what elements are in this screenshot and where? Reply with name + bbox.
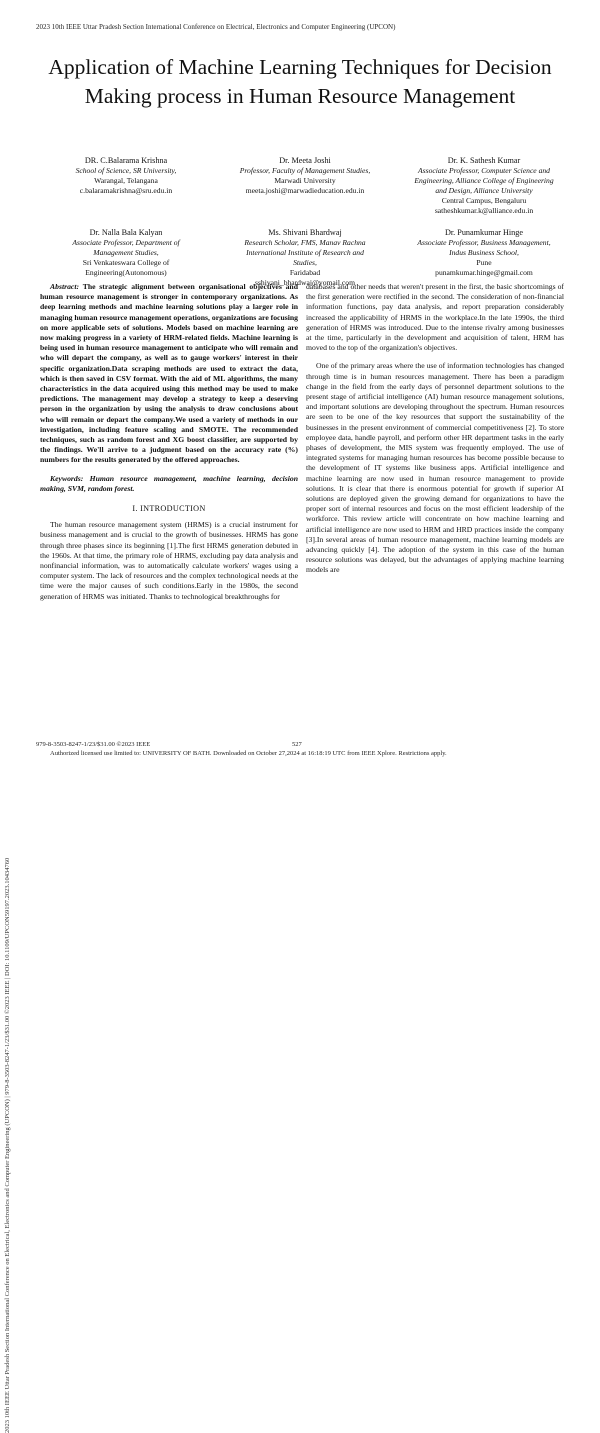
author-affiliation: School of Science, SR University, (75, 166, 177, 175)
paper-title: Application of Machine Learning Techniques for Decision Making process in Human Resource Management (48, 55, 552, 108)
author-affiliation: International Institute of Research and (246, 248, 364, 257)
author-block (38, 156, 572, 300)
author (38, 228, 214, 288)
author (396, 228, 572, 288)
author-location: Sri Venkateswara College of (82, 258, 170, 267)
side-strip (4, 40, 16, 1433)
right-column (306, 282, 564, 584)
author-affiliation: Studies, (293, 258, 317, 267)
author-email: meeta.joshi@marwadieducation.edu.in (245, 186, 365, 195)
author-email: sshivani_bhardwaj@yomail.com (255, 278, 355, 287)
footer-isbn: 979-8-3503-8247-1/23/$31.00 ©2023 IEEE (36, 741, 151, 748)
author (396, 156, 572, 216)
footer-authorized: Authorized licensed use limited to: UNIVERSITY OF BATH. Downloaded on October 27,2024 at 16:18:19 UTC from IEEE Xplore. Restrictions apply. (50, 750, 447, 757)
author-affiliation: Management Studies, (93, 248, 159, 257)
abstract (40, 282, 298, 466)
conference-header: 2023 10th IEEE Uttar Pradesh Section International Conference on Electrical, Electronics and Computer Engineering (UPCON) (36, 23, 396, 31)
page-number: 527 (292, 741, 302, 748)
author-email: satheshkumar.k@alliance.edu.in (434, 206, 534, 215)
author-affiliation: Engineering, Alliance College of Engineering (414, 176, 554, 185)
intro-paragraph: The human resource management system (HRMS) is a crucial instrument for business management and is crucial to the growth of businesses. HRMS has gone through three phases since its beginning [1].The first HRMS generation debuted in the 1960s. At that time, the primary role of HRMS, excluding pay data analysis and nonfinancial information, was to automatically calculate workers' wages using a computer system. The lack of resources and the complex technological needs at the time were the major causes of such conditions.Early in the 1980s, the second generation of HRMS was initiated. Thanks to technological breakthroughs for (40, 520, 298, 601)
paragraph: One of the primary areas where the use of information technologies has changed through time is in human resources management. There has been a paradigm change in the field from the early days of personnel department solutions to the present stage of artificial intelligence (AI) human resource management solutions, and important solutions are developing throughout the spectrum. Human resources are seen to be one of the key resources that support the sustainability of the businesses in the present environment of commercial competitiveness [2]. To store employee data, handle payroll, and perform other HR department tasks in the early phases of development, the MIS system was frequently employed. The use of integrated systems for managing human resources has become possible because to the development of IT systems like business apps. Artificial intelligence and machine learning are now used in human resource management to provide solutions. It is clear that there is enormous potential for growth if superior AI solutions are deployed given the growing demand for organizations to have the proper sort of internal resources and focus on the most efficient leadership of the workforce. This review article will concentrate on how machine learning and artificial intelligence are now used to HRM and HRD practices inside the company [3].In several areas of human resource management, machine learning models are advancing quickly [4]. The adoption of the system in this case of the human resource solutions was delayed, but the advantages of applying machine learning models are (306, 361, 564, 575)
author-location: Engineering(Autonomous) (85, 268, 167, 277)
author-name: DR. C.Balarama Krishna (84, 156, 168, 165)
author-location: Pune (476, 258, 492, 267)
left-column (40, 282, 298, 610)
author-row (38, 156, 572, 216)
author-name: Dr. K. Sathesh Kumar (447, 156, 521, 165)
author-location: Marwadi University (274, 176, 336, 185)
author-affiliation: Professor, Faculty of Management Studies, (239, 166, 371, 175)
author-name: Dr. Meeta Joshi (279, 156, 331, 165)
author-email: punamkumar.hinge@gmail.com (435, 268, 533, 277)
author-location: Central Campus, Bengaluru (441, 196, 527, 205)
author-name: Dr. Punamkumar Hinge (445, 228, 523, 237)
abstract-label: Abstract: (50, 282, 80, 291)
keywords: Keywords: Human resource management, machine learning, decision making, SVM, random forest. (40, 473, 298, 493)
author-name: Dr. Nalla Bala Kalyan (89, 228, 163, 237)
author (217, 156, 393, 216)
section-heading: I. INTRODUCTION (132, 504, 206, 514)
author-affiliation: Research Scholar, FMS, Manav Rachna (244, 238, 366, 247)
author-location: Warangal, Telangana (94, 176, 158, 185)
paragraph: databases and other needs that weren't present in the first, the basic shortcomings of the first generation were rectified in the second. The consideration of non-financial information functions, pay data analysis, and report preparation considerably increased the applicability of HRMS in the workplace.In the late 1990s, the third generation of HRMS was introduced. Due to the intense rivalry among businesses at the time, particularly in the development and acquisition of talent, HRM has moved to the top of the organization's objectives. (306, 282, 564, 353)
author-affiliation: Associate Professor, Computer Science and (418, 166, 550, 175)
author-affiliation: and Design, Alliance University (435, 186, 533, 195)
author-row (38, 228, 572, 288)
author (38, 156, 214, 216)
author-location: Faridabad (289, 268, 321, 277)
author-affiliation: Associate Professor, Business Management, (417, 238, 551, 247)
author (217, 228, 393, 288)
author-affiliation: Associate Professor, Department of (72, 238, 180, 247)
author-name: Ms. Shivani Bhardwaj (268, 228, 342, 237)
author-affiliation: Indus Business School, (449, 248, 519, 257)
abstract-text: The strategic alignment between organisational objectives and human resource management is stronger in contemporary organizations. As deep learning methods and machine learning solutions play a larger role in managing human resource management operations, organizations are focusing on more applicable sets of solutions. Models based on machine learning are now making progress in a variety of HRM-related fields. Machine learning is being used in human resource management to anticipate who will remain and who will depart the company, as well as to gauge workers' interest in their specific organization.Data scraping methods are used to extract the data, which is then saved in CSV format. With the aid of ML algorithms, the many characteristics in the data acquired using this method may be used to make predictions. The management may develop a strategy to keep a deserving person in the organization by using the analysis to draw conclusions about who will remain or depart the company.We used a variety of methods in our investigation, including feature scaling and SMOTE. The recommended techniques, such as random forest and XG boost classifier, are supported by the findings. We'll arrive to a judgment based on the accuracy rate (%) numbers for the results generated by the offered approaches. (40, 282, 298, 465)
side-strip-text: 2023 10th IEEE Uttar Pradesh Section International Conference on Electrical, Electronics and Computer Engineering (UPCON) | 979-8-3503-8247-1/23/$31.00 ©2023 IEEE | DOI: 10.1109/UPCON59197.2023.10434760 (4, 857, 11, 1433)
author-email: c.balaramakrishna@sru.edu.in (79, 186, 173, 195)
